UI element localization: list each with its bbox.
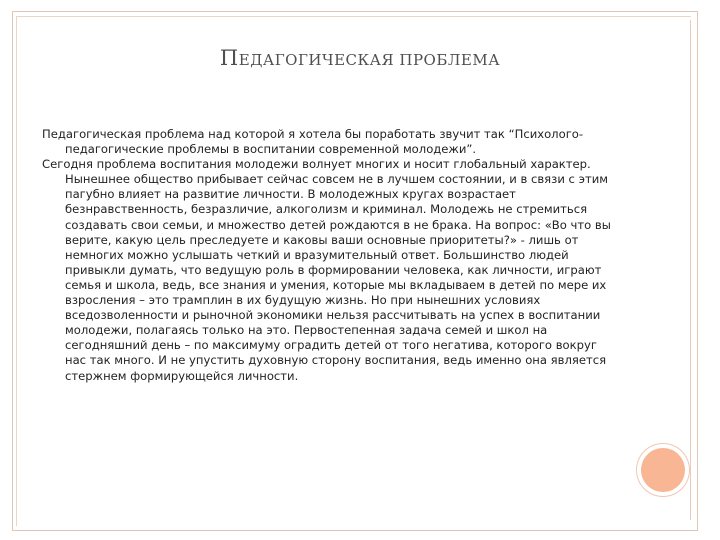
decorative-circle xyxy=(641,448,685,492)
right-border-line xyxy=(690,20,691,520)
title-rest: ЕДАГОГИЧЕСКАЯ ПРОБЛЕМА xyxy=(238,51,501,69)
slide-body xyxy=(42,127,617,384)
slide-title xyxy=(0,46,720,70)
paragraph-main: Сегодня проблема воспитания молодежи волнует многих и носит глобальный характер. Нынешнее общество прибывает сейчас совсем не в лучшем состоянии, и в связи с этим пагубно влияет на развитие личности. В молодежных кругах возрастает безнравственность, безразличие, алкоголизм и криминал. Молодежь не стремиться создавать свои семьи, и множество детей рождаются в не брака. На вопрос: «Во что вы верите, какую цель преследуете и каковы ваши основные приоритеты?» - лишь от немногих можно услышать четкий и вразумительный ответ. Большинство людей привыкли думать, что ведущую роль в формировании человека, как личности, играют семья и школа, ведь, все знания и умения, которые мы вкладываем в детей по мере их взросления – это трамплин в их будущую жизнь. Но при нынешних условиях вседозволенности и рыночной экономики нельзя рассчитывать на успех в воспитании молодежи, полагаясь только на это. Первостепенная задача семей и школ на сегодняшний день – по максимуму оградить детей от того негатива, которого вокруг нас так много. И не упустить духовную сторону воспитания, ведь именно она является стержнем формирующейся личности. xyxy=(42,157,611,383)
title-first-letter: П xyxy=(219,46,239,70)
paragraph-intro: Педагогическая проблема над которой я хотела бы поработать звучит так “Психолого-педагогические проблемы в воспитании современной молодежи”. xyxy=(42,127,584,157)
